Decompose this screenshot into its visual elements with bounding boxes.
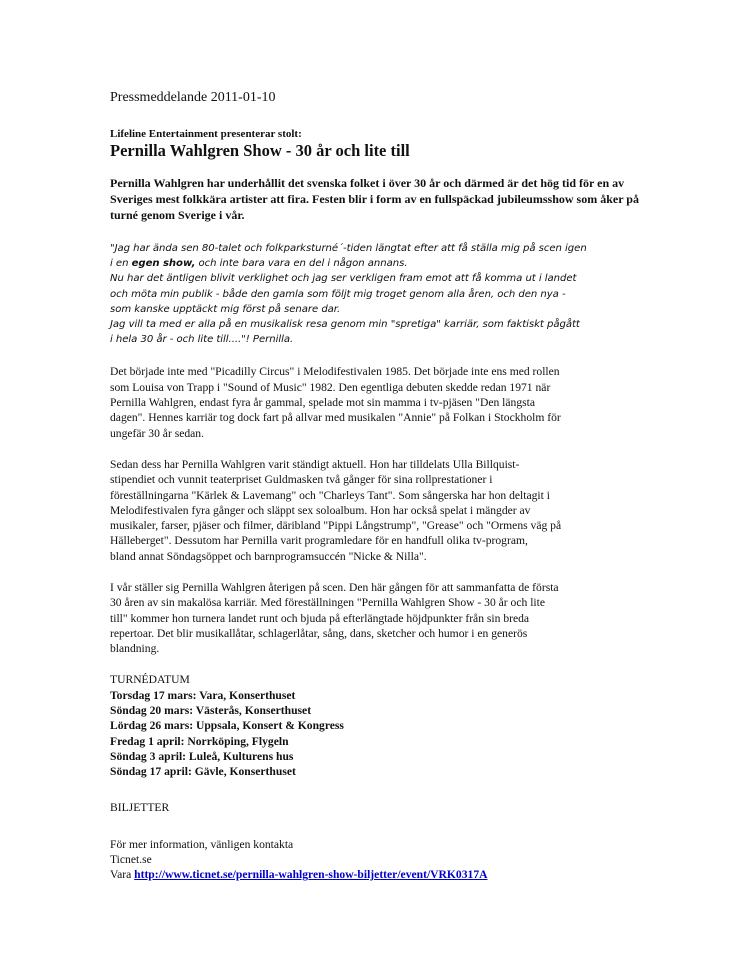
paragraph-line: Pernilla Wahlgren, endast fyra år gammal, spelade mot sin mamma i tv-pjäsen "Den längsta — [110, 396, 536, 410]
paragraph-line: Sedan dess har Pernilla Wahlgren varit ständigt aktuell. Hon har tilldelats Ulla Billquist- — [110, 457, 520, 471]
paragraph-line: blandning. — [110, 642, 160, 656]
quote-line: som kanske upptäckt mig först på senare dar. — [110, 303, 341, 315]
contact-info — [110, 837, 650, 883]
paragraph-line: Melodifestivalen fyra gånger och släppt sex soloalbum. Hon har också spelat i mängder av — [110, 503, 531, 517]
page-title: Pernilla Wahlgren Show - 30 år och lite till — [110, 141, 410, 160]
lead-line: för en av Sveriges mest folkkära artister att fira. Festen blir i form av en fullspäckad — [110, 176, 625, 206]
body-paragraph-achievements — [110, 457, 650, 564]
body-paragraph-career-start — [110, 364, 650, 440]
contact-line: Ticnet.se — [110, 853, 152, 867]
lead-paragraph — [110, 175, 650, 223]
paragraph-line: bland annat Söndagsöppet och barnprogramsuccén "Nicke & Nilla". — [110, 549, 427, 563]
paragraph-line: Hälleberget". Dessutom har Pernilla varit programledare för en handfull olika tv-program, — [110, 534, 528, 548]
presenter-line: Lifeline Entertainment presenterar stolt: — [110, 128, 302, 140]
contact-line — [110, 867, 650, 882]
tour-date-item: Söndag 3 april: Luleå, Kulturens hus — [110, 749, 294, 763]
press-release — [110, 89, 650, 883]
quote-line: Nu har det äntligen blivit verklighet och jag ser verkligen fram emot att få komma ut i landet — [110, 273, 577, 285]
lead-line: jubileumsshow som åker på turné genom Sverige i vår. — [110, 192, 639, 222]
lead-line: Pernilla Wahlgren har underhållit det svenska folket i över 30 år och därmed är det hög tid — [110, 176, 577, 190]
quote-text: i en — [110, 258, 132, 270]
tickets-heading: BILJETTER — [110, 800, 170, 814]
press-release-date: Pressmeddelande 2011-01-10 — [110, 90, 276, 105]
paragraph-line: föreställningarna "Kärlek & Lavemang" och "Charleys Tant". Som sångerska har hon deltagit i — [110, 488, 550, 502]
tour-dates-heading: TURNÉDATUM — [110, 673, 190, 687]
paragraph-line: som Louisa von Trapp i "Sound of Music" 1982. Den egentliga debuten skedde redan 1971 när — [110, 380, 551, 394]
quote-line — [110, 256, 650, 271]
body-paragraph-show — [110, 580, 650, 656]
paragraph-line: ungefär 30 år sedan. — [110, 426, 204, 440]
tour-date-item: Fredag 1 april: Norrköping, Flygeln — [110, 734, 289, 748]
ticket-link[interactable]: http://www.ticnet.se/pernilla-wahlgren-show-biljetter/event/VRK0317A — [134, 868, 488, 882]
tour-date-item: Lördag 26 mars: Uppsala, Konsert & Kongress — [110, 719, 344, 733]
quote-line: "Jag har ända sen 80-talet och folkparksturné´-tiden längtat efter att få ställa mig på scen igen — [110, 243, 587, 254]
paragraph-line: I vår ställer sig Pernilla Wahlgren återigen på scen. Den här gången för att sammanfatta de första — [110, 580, 559, 594]
paragraph-line: Det började inte med "Picadilly Circus" i Melodifestivalen 1985. Det började inte ens med rollen — [110, 365, 560, 379]
tour-dates-list — [110, 688, 650, 780]
paragraph-line: repertoar. Det blir musikallåtar, schlagerlåtar, sång, dans, sketcher och humor i en generös — [110, 626, 528, 640]
quote-line: Jag vill ta med er alla på en musikalisk resa genom min "spretiga" karriär, som faktiskt pågått — [110, 319, 580, 331]
paragraph-line: musikaler, farser, pjäser och filmer, däribland "Pippi Långstrump", "Grease" och "Ormens väg på — [110, 519, 562, 533]
contact-line: För mer information, vänligen kontakta — [110, 837, 294, 851]
quote-line: i hela 30 år - och lite till...."! Pernilla. — [110, 334, 294, 346]
tour-date-item: Söndag 20 mars: Västerås, Konserthuset — [110, 704, 312, 718]
paragraph-line: till" kommer hon turnera landet runt och bjuda på efterlängtade höjdpunkter från sin breda — [110, 611, 530, 625]
vara-label: Vara — [110, 868, 135, 882]
quote-line: och möta min publik - både den gamla som följt mig troget genom alla åren, och den nya - — [110, 288, 566, 300]
paragraph-line: 30 åren av sin makalösa karriär. Med föreställningen "Pernilla Wahlgren Show - 30 år och lite — [110, 596, 546, 610]
artist-quote — [110, 241, 650, 347]
paragraph-line: stipendiet och vunnit teaterpriset Guldmasken två gånger för sina rollprestationer i — [110, 473, 493, 487]
quote-text: och inte bara vara en del i någon annans. — [195, 258, 408, 270]
paragraph-line: dagen". Hennes karriär tog dock fart på allvar med musikalen "Annie" på Folkan i Stockholm för — [110, 411, 561, 425]
tour-date-item: Söndag 17 april: Gävle, Konserthuset — [110, 765, 296, 779]
tour-date-item: Torsdag 17 mars: Vara, Konserthuset — [110, 688, 296, 702]
quote-emphasis: egen show, — [131, 258, 196, 270]
